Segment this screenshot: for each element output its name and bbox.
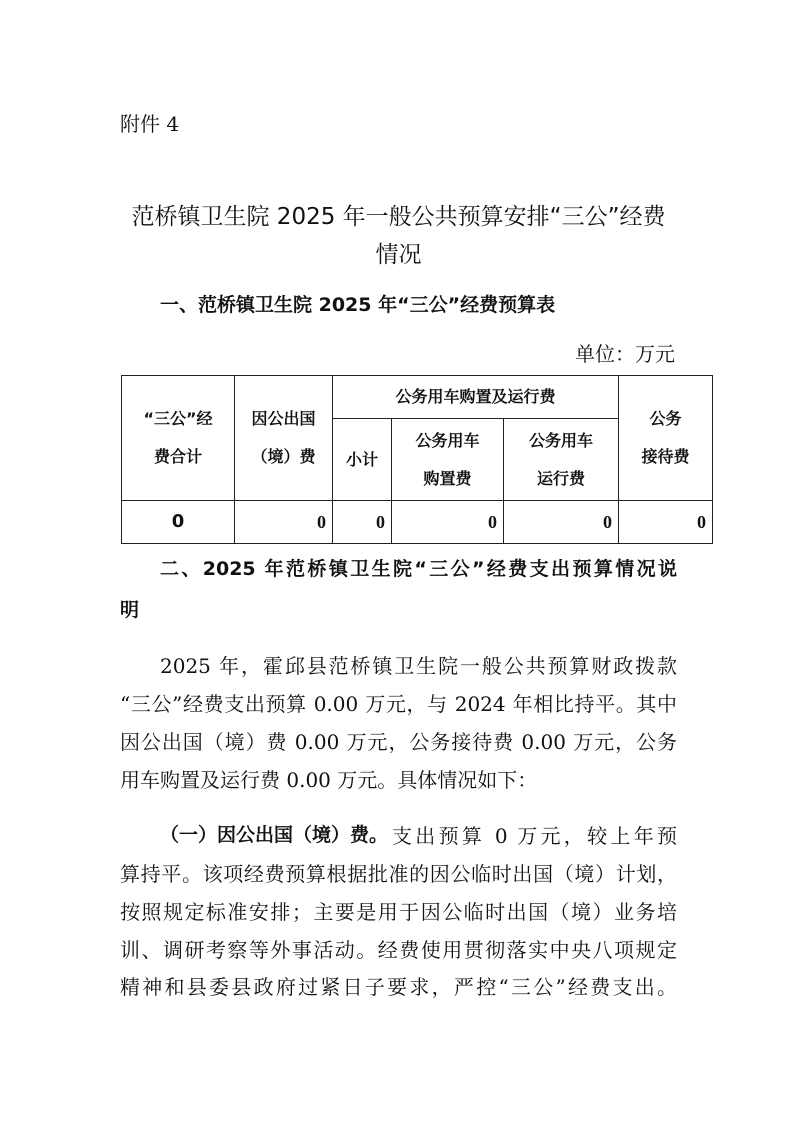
para1-line: 用车购置及运行费 0.00 万元。具体情况如下： <box>120 768 538 792</box>
para2-heading: （一）因公出国（境）费。 <box>160 824 389 846</box>
value-subtotal: 0 <box>333 501 392 544</box>
para2-line: 按照规定标准安排；主要是用于因公临时出国（境）业务培 <box>120 900 677 924</box>
value-abroad: 0 <box>235 501 333 544</box>
value-operation: 0 <box>504 501 619 544</box>
header-total: “三公”经 费合计 <box>122 376 235 501</box>
para2-line: 精神和县委县政府过紧日子要求，严控“三公”经费支出。 <box>120 975 677 999</box>
value-purchase: 0 <box>392 501 504 544</box>
para1-line: 2025 年，霍邱县范桥镇卫生院一般公共预算财政拨款 <box>160 654 677 678</box>
budget-table <box>121 375 713 544</box>
para1-line: “三公”经费支出预算 0.00 万元，与 2024 年相比持平。其中 <box>120 692 677 716</box>
value-total: 0 <box>122 501 235 544</box>
para2-line: 训、调研考察等外事活动。经费使用贯彻落实中央八项规定 <box>120 938 677 962</box>
para2-line: 算持平。该项经费预算根据批准的因公临时出国（境）计划， <box>120 862 677 886</box>
section2-heading-line1: 二、2025 年范桥镇卫生院“三公”经费支出预算情况说 <box>160 558 677 580</box>
section1-heading: 一、范桥镇卫生院 2025 年“三公”经费预算表 <box>160 294 556 316</box>
unit-label: 单位：万元 <box>575 342 675 366</box>
header-subtotal: 小计 <box>333 419 392 501</box>
para2-line1: （一）因公出国（境）费。 支出预算 0 万元，较上年预 <box>160 820 677 849</box>
header-operation: 公务用车 运行费 <box>504 419 619 501</box>
header-vehicle: 公务用车购置及运行费 <box>333 376 619 419</box>
header-purchase: 公务用车 购置费 <box>392 419 504 501</box>
section2-heading-line2: 明 <box>120 599 140 621</box>
doc-title-line2: 情况 <box>375 242 422 268</box>
doc-title-line1: 范桥镇卫生院 2025 年一般公共预算安排“三公”经费 <box>131 204 666 230</box>
value-reception: 0 <box>619 501 713 544</box>
header-reception: 公务 接待费 <box>619 376 713 501</box>
header-abroad: 因公出国 （境）费 <box>235 376 333 501</box>
para1-line: 因公出国（境）费 0.00 万元，公务接待费 0.00 万元，公务 <box>120 730 677 754</box>
attachment-label: 附件 4 <box>120 112 180 136</box>
